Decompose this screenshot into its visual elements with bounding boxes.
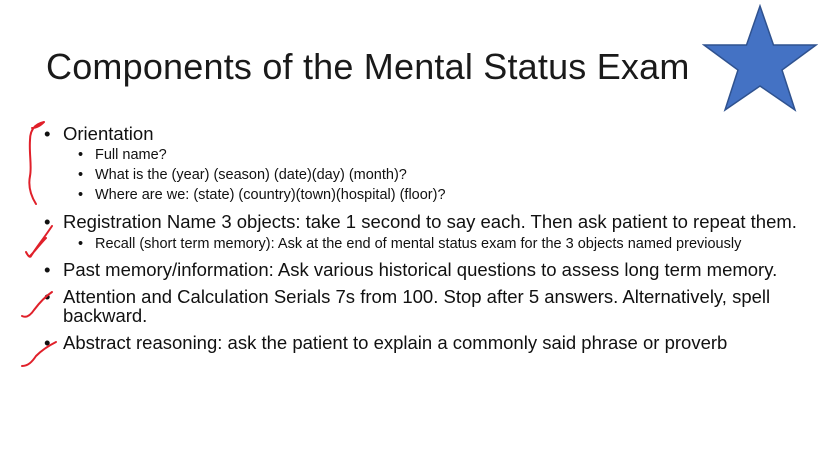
bracket-mark: [29, 122, 44, 204]
bullet-registration: • Registration Name 3 objects: take 1 second to say each. Then ask patient to repeat them.: [44, 212, 814, 231]
bullet-list: [44, 124, 814, 352]
sub-bullet-year-season: • What is the (year) (season) (date)(day) (month)?: [78, 168, 814, 183]
sub-bullet-recall: • Recall (short term memory): Ask at the end of mental status exam for the 3 objects named previously: [78, 237, 814, 252]
bullet-past-memory: • Past memory/information: Ask various historical questions to assess long term memory.: [44, 260, 814, 279]
sub-bullet-full-name: • Full name?: [78, 148, 814, 163]
sub-bullet-where-are-we: • Where are we: (state) (country)(town)(hospital) (floor)?: [78, 188, 814, 203]
slide-title: Components of the Mental Status Exam: [46, 46, 690, 87]
bullet-orientation: • Orientation: [44, 124, 814, 143]
bullet-attention-calculation: • Attention and Calculation Serials 7s from 100. Stop after 5 answers. Alternatively, spell backward.: [44, 287, 814, 325]
star-shape: [702, 4, 818, 112]
bullet-abstract-reasoning: • Abstract reasoning: ask the patient to explain a commonly said phrase or proverb: [44, 333, 814, 352]
star-icon: [704, 6, 816, 110]
